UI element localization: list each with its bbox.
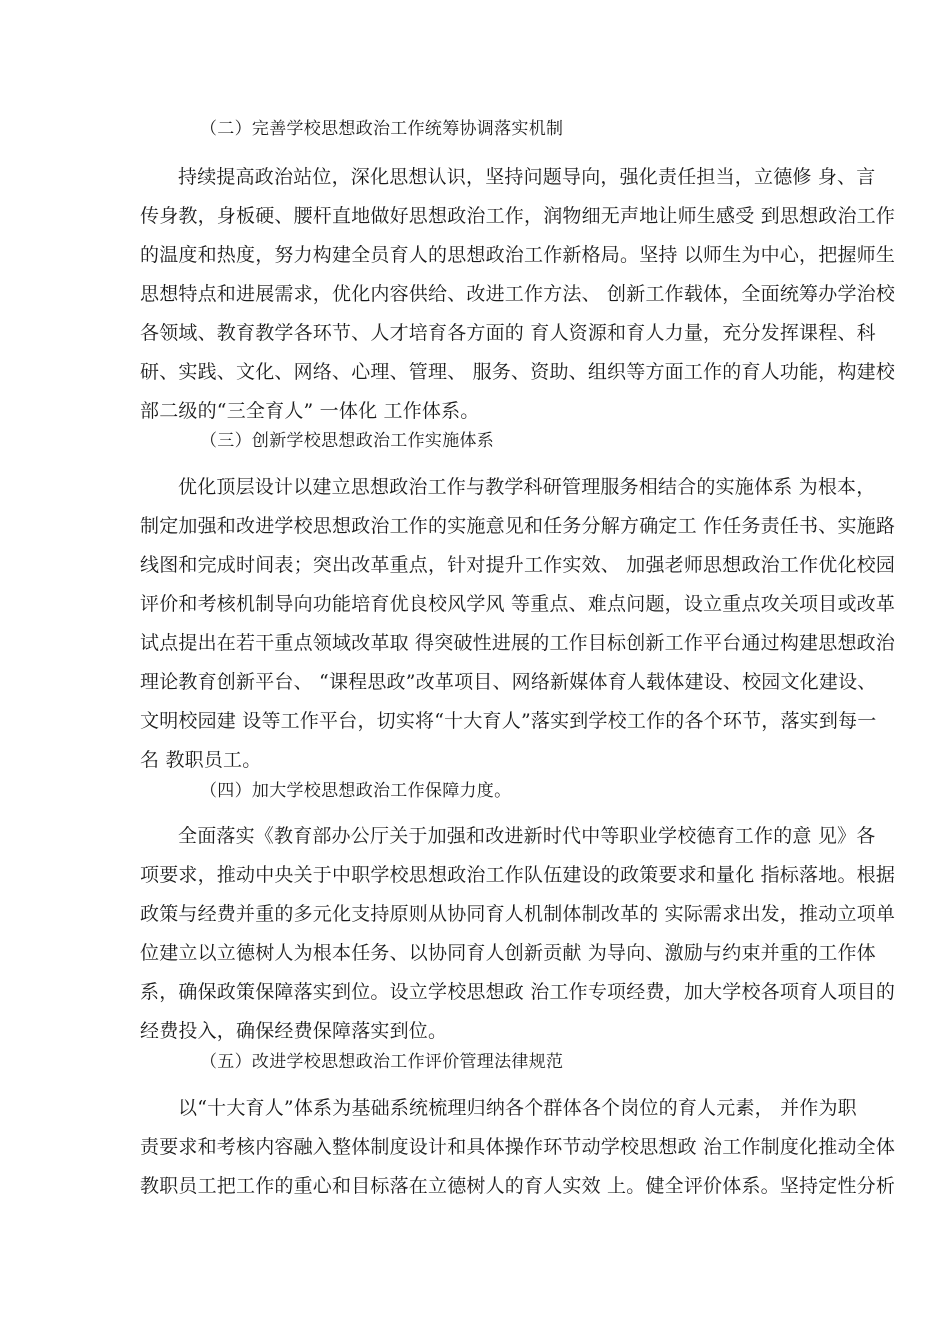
paragraph-line: 项要求，推动中央关于中职学校思想政治工作队伍建设的政策要求和量化 指标落地。根据 bbox=[140, 864, 896, 886]
paragraph-line: 部二级的“三全育人” 一体化 工作体系。 bbox=[140, 400, 480, 422]
paragraph-line: 评价和考核机制导向功能培育优良校风学风 等重点、难点问题，设立重点攻关项目或改革 bbox=[140, 593, 896, 615]
paragraph-line: 的温度和热度，努力构建全员育人的思想政治工作新格局。坚持 以师生为中心，把握师生 bbox=[140, 244, 896, 266]
paragraph-line: 传身教，身板硬、腰杆直地做好思想政治工作，润物细无声地让师生感受 到思想政治工作 bbox=[140, 205, 896, 227]
paragraph-line: 名 教职员工。 bbox=[140, 749, 262, 771]
paragraph-line: 文明校园建 设等工作平台，切实将“十大育人”落实到学校工作的各个环节，落实到每一 bbox=[140, 710, 877, 732]
paragraph-line: 各领域、教育教学各环节、人才培育各方面的 育人资源和育人力量，充分发挥课程、科 bbox=[140, 322, 876, 344]
paragraph-line: 理论教育创新平台、 “课程思政”改革项目、网络新媒体育人载体建设、校园文化建设、 bbox=[140, 671, 877, 693]
paragraph-line: 经费投入，确保经费保障落实到位。 bbox=[140, 1020, 448, 1042]
section-heading-3: （三）创新学校思想政治工作实施体系 bbox=[200, 431, 495, 451]
paragraph-line: 责要求和考核内容融入整体制度设计和具体操作环节动学校思想政 治工作制度化推动全体 bbox=[140, 1136, 896, 1158]
section-heading-4: （四）加大学校思想政治工作保障力度。 bbox=[200, 781, 512, 801]
paragraph-line: 制定加强和改进学校思想政治工作的实施意见和任务分解方确定工 作任务责任书、实施路 bbox=[140, 515, 896, 537]
paragraph-line: 政策与经费并重的多元化支持原则从协同育人机制体制改革的 实际需求出发，推动立项单 bbox=[140, 903, 896, 925]
section-heading-2: （二）完善学校思想政治工作统筹协调落实机制 bbox=[200, 119, 564, 139]
paragraph-line: 教职员工把工作的重心和目标落在立德树人的育人实效 上。健全评价体系。坚持定性分析 bbox=[140, 1175, 896, 1197]
paragraph-line: 系，确保政策保障落实到位。设立学校思想政 治工作专项经费，加大学校各项育人项目的 bbox=[140, 981, 896, 1003]
paragraph-line: 全面落实《教育部办公厅关于加强和改进新时代中等职业学校德育工作的意 见》各 bbox=[178, 825, 876, 847]
paragraph-line: 以“十大育人”体系为基础系统梳理归纳各个群体各个岗位的育人元素， 并作为职 bbox=[178, 1097, 857, 1119]
paragraph-line: 研、实践、文化、网络、心理、管理、 服务、资助、组织等方面工作的育人功能，构建校 bbox=[140, 361, 896, 383]
section-heading-5: （五）改进学校思想政治工作评价管理法律规范 bbox=[200, 1052, 564, 1072]
paragraph-line: 线图和完成时间表；突出改革重点，针对提升工作实效、 加强老师思想政治工作优化校园 bbox=[140, 554, 896, 576]
paragraph-line: 优化顶层设计以建立思想政治工作与教学科研管理服务相结合的实施体系 为根本， bbox=[178, 476, 876, 498]
paragraph-line: 持续提高政治站位，深化思想认识，坚持问题导向，强化责任担当，立德修 身、言 bbox=[178, 166, 876, 188]
paragraph-line: 位建立以立德树人为根本任务、以协同育人创新贡献 为导向、激励与约束并重的工作体 bbox=[140, 942, 876, 964]
paragraph-line: 思想特点和进展需求，优化内容供给、改进工作方法、 创新工作载体，全面统筹办学治校 bbox=[140, 283, 896, 305]
paragraph-line: 试点提出在若干重点领域改革取 得突破性进展的工作目标创新工作平台通过构建思想政治 bbox=[140, 632, 896, 654]
